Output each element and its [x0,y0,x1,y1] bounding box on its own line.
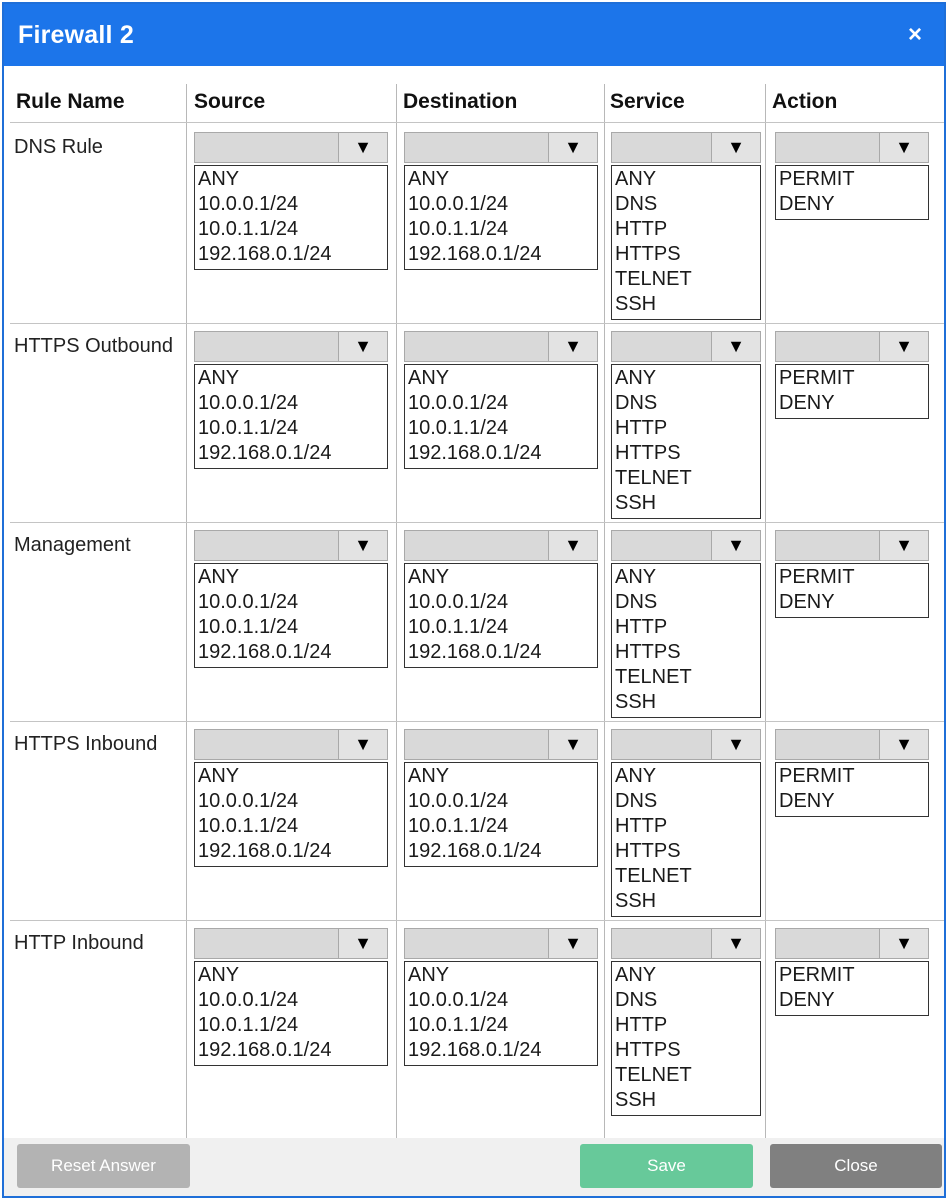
action-option[interactable]: PERMIT [779,964,855,986]
rule-name: HTTPS Outbound [14,335,173,357]
footer-bar [4,1138,944,1196]
service-option[interactable]: SSH [615,492,657,514]
action-dropdown[interactable] [775,729,929,760]
source-listbox[interactable] [194,364,388,469]
destination-dropdown[interactable] [404,530,598,561]
action-option[interactable]: DENY [779,392,835,414]
service-option[interactable]: ANY [615,765,657,787]
action-dropdown[interactable] [775,331,929,362]
service-option[interactable]: HTTPS [615,840,681,862]
service-option[interactable]: HTTPS [615,641,681,663]
source-dropdown[interactable] [194,530,388,561]
destination-dropdown[interactable] [404,132,598,163]
dropdown-arrow-icon[interactable]: ▼ [711,133,760,162]
header-source: Source [194,90,266,113]
destination-option[interactable]: 10.0.1.1/24 [408,417,509,439]
destination-cell [404,928,598,1066]
source-option[interactable]: 10.0.0.1/24 [198,790,299,812]
destination-cell [404,331,598,469]
dropdown-arrow-icon[interactable]: ▼ [548,332,597,361]
service-option[interactable]: DNS [615,591,658,613]
service-option[interactable]: HTTPS [615,243,681,265]
destination-option[interactable]: 10.0.1.1/24 [408,218,509,240]
service-option[interactable]: HTTP [615,815,668,837]
service-cell [611,729,761,917]
service-option[interactable]: SSH [615,890,657,912]
action-listbox[interactable] [775,762,929,817]
rules-table [10,84,944,1142]
source-option[interactable]: 192.168.0.1/24 [198,840,332,862]
action-option[interactable]: PERMIT [779,168,855,190]
titlebar [4,4,944,66]
service-option[interactable]: HTTP [615,1014,668,1036]
action-listbox[interactable] [775,165,929,220]
action-cell [775,331,929,419]
destination-option[interactable]: 192.168.0.1/24 [408,1039,542,1061]
destination-dropdown[interactable] [404,928,598,959]
source-option[interactable]: 10.0.0.1/24 [198,591,299,613]
source-listbox[interactable] [194,961,388,1066]
action-dropdown[interactable] [775,132,929,163]
action-option[interactable]: PERMIT [779,566,855,588]
reset-answer-button[interactable]: Reset Answer [17,1144,190,1188]
service-option[interactable]: ANY [615,566,657,588]
dropdown-arrow-icon[interactable]: ▼ [711,531,760,560]
service-option[interactable]: ANY [615,168,657,190]
action-cell [775,132,929,220]
destination-dropdown[interactable] [404,729,598,760]
rule-row [10,522,944,721]
table-header [10,84,944,122]
destination-listbox[interactable] [404,165,598,270]
destination-option[interactable]: ANY [408,964,450,986]
source-option[interactable]: ANY [198,168,240,190]
destination-dropdown[interactable] [404,331,598,362]
service-cell [611,928,761,1116]
source-cell [194,132,388,270]
rule-row [10,920,944,1119]
source-option[interactable]: 10.0.0.1/24 [198,989,299,1011]
destination-option[interactable]: 10.0.1.1/24 [408,616,509,638]
service-option[interactable]: SSH [615,1089,657,1111]
service-option[interactable]: TELNET [615,1064,692,1086]
destination-option[interactable]: 10.0.1.1/24 [408,1014,509,1036]
service-option[interactable]: DNS [615,989,658,1011]
action-dropdown[interactable] [775,928,929,959]
destination-option[interactable]: 192.168.0.1/24 [408,840,542,862]
service-cell [611,132,761,320]
source-option[interactable]: 192.168.0.1/24 [198,442,332,464]
action-option[interactable]: DENY [779,193,835,215]
dropdown-arrow-icon[interactable]: ▼ [338,929,387,958]
source-option[interactable]: 10.0.1.1/24 [198,815,299,837]
action-option[interactable]: PERMIT [779,367,855,389]
dropdown-arrow-icon[interactable]: ▼ [548,929,597,958]
service-dropdown[interactable] [611,530,761,561]
service-option[interactable]: TELNET [615,865,692,887]
rule-name: DNS Rule [14,136,103,158]
service-option[interactable]: HTTPS [615,442,681,464]
service-listbox[interactable] [611,364,761,519]
close-button[interactable]: Close [770,1144,942,1188]
service-cell [611,530,761,718]
service-dropdown[interactable] [611,132,761,163]
dropdown-arrow-icon[interactable]: ▼ [338,531,387,560]
destination-listbox[interactable] [404,364,598,469]
dropdown-arrow-icon[interactable]: ▼ [548,730,597,759]
dropdown-arrow-icon[interactable]: ▼ [879,929,928,958]
service-option[interactable]: DNS [615,790,658,812]
action-listbox[interactable] [775,563,929,618]
rule-row [10,124,944,323]
source-option[interactable]: ANY [198,765,240,787]
service-option[interactable]: TELNET [615,467,692,489]
source-dropdown[interactable] [194,928,388,959]
source-option[interactable]: 10.0.1.1/24 [198,1014,299,1036]
source-listbox[interactable] [194,165,388,270]
service-option[interactable]: DNS [615,392,658,414]
action-option[interactable]: DENY [779,989,835,1011]
service-option[interactable]: HTTP [615,417,668,439]
service-dropdown[interactable] [611,729,761,760]
destination-option[interactable]: 192.168.0.1/24 [408,442,542,464]
source-option[interactable]: ANY [198,566,240,588]
destination-option[interactable]: ANY [408,765,450,787]
action-dropdown[interactable] [775,530,929,561]
destination-option[interactable]: 10.0.1.1/24 [408,815,509,837]
dropdown-arrow-icon[interactable]: ▼ [338,730,387,759]
dropdown-arrow-icon[interactable]: ▼ [338,332,387,361]
service-option[interactable]: SSH [615,691,657,713]
source-option[interactable]: ANY [198,964,240,986]
header-destination: Destination [403,90,518,113]
action-option[interactable]: DENY [779,790,835,812]
service-option[interactable]: DNS [615,193,658,215]
service-option[interactable]: ANY [615,964,657,986]
source-cell [194,928,388,1066]
destination-option[interactable]: 10.0.0.1/24 [408,790,509,812]
service-listbox[interactable] [611,762,761,917]
service-dropdown[interactable] [611,928,761,959]
header-rule-name: Rule Name [16,90,125,113]
destination-listbox[interactable] [404,961,598,1066]
destination-option[interactable]: 192.168.0.1/24 [408,243,542,265]
service-listbox[interactable] [611,165,761,320]
dropdown-arrow-icon[interactable]: ▼ [879,332,928,361]
action-option[interactable]: PERMIT [779,765,855,787]
source-cell [194,729,388,867]
source-option[interactable]: 10.0.1.1/24 [198,417,299,439]
dropdown-arrow-icon[interactable]: ▼ [711,929,760,958]
source-option[interactable]: 192.168.0.1/24 [198,641,332,663]
action-cell [775,928,929,1016]
close-icon[interactable]: × [907,21,922,48]
rule-row [10,323,944,522]
rule-row [10,721,944,920]
source-option[interactable]: 192.168.0.1/24 [198,243,332,265]
rule-name: HTTPS Inbound [14,733,158,755]
service-option[interactable]: ANY [615,367,657,389]
source-option[interactable]: 192.168.0.1/24 [198,1039,332,1061]
service-dropdown[interactable] [611,331,761,362]
source-option[interactable]: 10.0.1.1/24 [198,218,299,240]
dropdown-arrow-icon[interactable]: ▼ [879,531,928,560]
destination-cell [404,729,598,867]
destination-option[interactable]: 10.0.0.1/24 [408,989,509,1011]
service-option[interactable]: HTTP [615,218,668,240]
service-cell [611,331,761,519]
service-listbox[interactable] [611,563,761,718]
destination-option[interactable]: ANY [408,367,450,389]
save-button[interactable]: Save [580,1144,753,1188]
rule-name: HTTP Inbound [14,932,144,954]
service-option[interactable]: SSH [615,293,657,315]
dropdown-arrow-icon[interactable]: ▼ [711,332,760,361]
destination-option[interactable]: ANY [408,566,450,588]
destination-option[interactable]: ANY [408,168,450,190]
action-cell [775,729,929,817]
dropdown-arrow-icon[interactable]: ▼ [711,730,760,759]
dropdown-arrow-icon[interactable]: ▼ [548,133,597,162]
rule-name: Management [14,534,131,556]
source-dropdown[interactable] [194,132,388,163]
destination-option[interactable]: 192.168.0.1/24 [408,641,542,663]
destination-listbox[interactable] [404,762,598,867]
dropdown-arrow-icon[interactable]: ▼ [879,133,928,162]
source-option[interactable]: 10.0.1.1/24 [198,616,299,638]
action-option[interactable]: DENY [779,591,835,613]
row-divider [10,122,944,123]
destination-option[interactable]: 10.0.0.1/24 [408,392,509,414]
destination-option[interactable]: 10.0.0.1/24 [408,591,509,613]
source-cell [194,530,388,668]
firewall-dialog [2,2,946,1198]
source-option[interactable]: 10.0.0.1/24 [198,193,299,215]
service-option[interactable]: TELNET [615,666,692,688]
destination-listbox[interactable] [404,563,598,668]
dialog-title: Firewall 2 [18,20,134,49]
source-option[interactable]: 10.0.0.1/24 [198,392,299,414]
dropdown-arrow-icon[interactable]: ▼ [338,133,387,162]
destination-cell [404,530,598,668]
dropdown-arrow-icon[interactable]: ▼ [879,730,928,759]
service-option[interactable]: TELNET [615,268,692,290]
header-service: Service [610,90,685,113]
source-cell [194,331,388,469]
destination-cell [404,132,598,270]
service-option[interactable]: HTTP [615,616,668,638]
service-option[interactable]: HTTPS [615,1039,681,1061]
action-cell [775,530,929,618]
header-action: Action [772,90,838,113]
source-option[interactable]: ANY [198,367,240,389]
action-listbox[interactable] [775,364,929,419]
dropdown-arrow-icon[interactable]: ▼ [548,531,597,560]
source-dropdown[interactable] [194,729,388,760]
source-listbox[interactable] [194,563,388,668]
source-dropdown[interactable] [194,331,388,362]
source-listbox[interactable] [194,762,388,867]
service-listbox[interactable] [611,961,761,1116]
destination-option[interactable]: 10.0.0.1/24 [408,193,509,215]
action-listbox[interactable] [775,961,929,1016]
